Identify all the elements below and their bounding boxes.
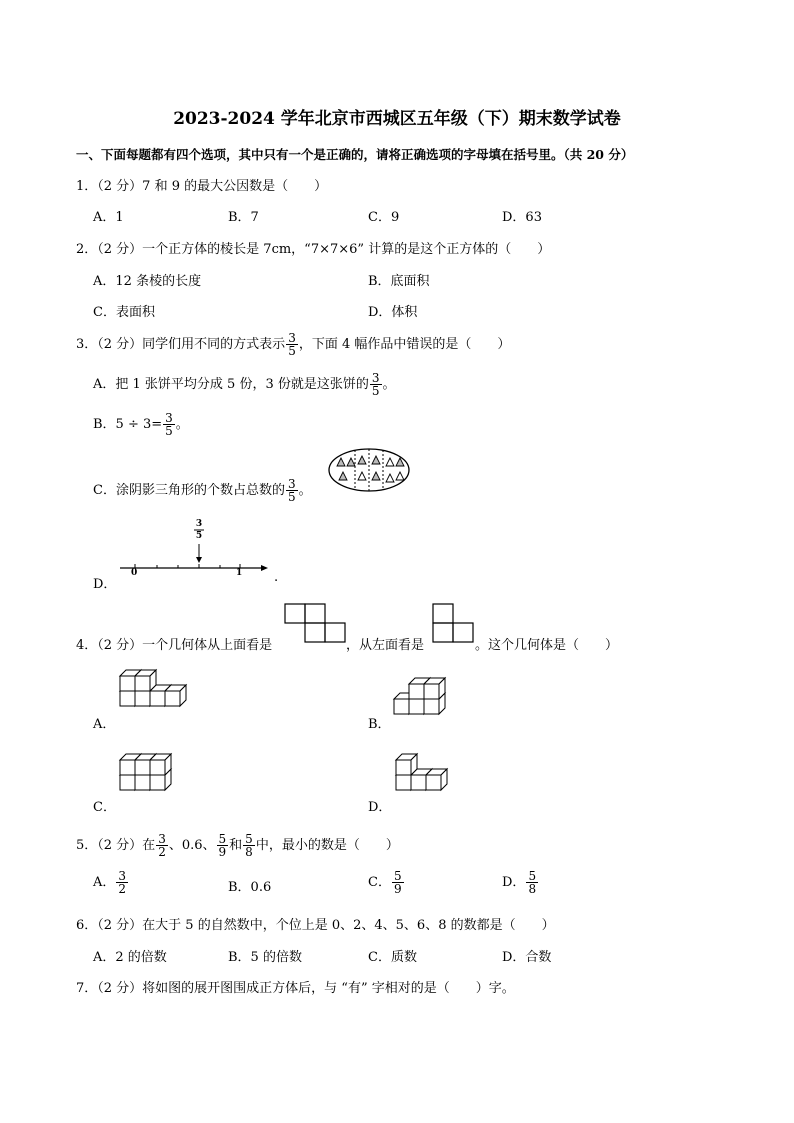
number-line-one: 1 [236,568,243,578]
q5-stem-post: 中，最小的数是（ ） [255,838,399,853]
q6-option-d[interactable]: D．合数 [502,950,552,965]
cube-face [150,775,165,790]
q1-option-d[interactable]: D．63 [502,210,542,225]
cube-face [409,684,424,699]
fraction [286,332,298,357]
denominator: 5 [288,344,296,358]
question-7-stem: 7．（2 分）将如图的展开图围成正方体后，与 “有” 字相对的是（ ）字。 [76,981,515,996]
question-5-stem [76,833,399,858]
cube-face [120,760,135,775]
cube-face [150,760,165,775]
q4-stem-pre: 4．（2 分）一个几何体从上面看是 [76,638,273,653]
q3-c-text: C．涂阴影三角形的个数占总数的 [93,483,285,498]
q1-option-a[interactable]: A．1 [93,210,124,225]
option-letter: D． [502,875,526,890]
q3-stem-post: ，下面 4 幅作品中错误的是（ ） [298,337,511,352]
numerator: 3 [287,477,296,491]
question-1-stem: 1．（2 分）7 和 9 的最大公因数是（ ） [76,179,328,194]
numerator: 5 [218,832,227,846]
q3-option-d[interactable]: D． [93,577,117,592]
q6-option-b[interactable]: B．5 的倍数 [228,950,302,965]
q6-option-a[interactable]: A．2 的倍数 [93,950,167,965]
q5-stem-a: 、0.6、 [168,838,216,853]
denominator: 9 [218,845,227,859]
fraction [243,833,255,858]
numerator: 3 [371,371,380,385]
denominator: 8 [528,882,537,896]
cube-figure-a [118,668,202,724]
denominator: 5 [165,424,173,438]
cube-face [409,699,424,714]
numerator: 3 [165,411,173,425]
denominator: 2 [158,845,166,859]
cube-face [135,775,150,790]
question-6-stem: 6．（2 分）在大于 5 的自然数中，个位上是 0、2、4、5、6、8 的数都是（ ） [76,918,555,933]
q2-option-d[interactable]: D．体积 [368,305,418,320]
q4-option-a[interactable]: A． [93,717,116,732]
q3-b-text: B．5 ÷ 3= [93,417,163,432]
denominator: 8 [245,845,253,859]
cube-face [120,775,135,790]
numerator: 5 [393,869,402,883]
cube-face [396,775,411,790]
cube-face [150,691,165,706]
numerator: 5 [245,832,253,846]
q5-option-b[interactable]: B．0.6 [228,880,272,895]
q2-option-a[interactable]: A．12 条棱的长度 [93,274,202,289]
cube-face [396,760,411,775]
cube-figure-d [394,752,458,808]
cube-face [135,676,150,691]
q4-stem-post: 。这个几何体是（ ） [475,638,619,653]
q4-option-b[interactable]: B． [368,717,391,732]
fraction [370,372,382,397]
q3-b-end: 。 [175,417,189,432]
top-view-figure [284,603,346,645]
number-line-denominator: 5 [195,531,203,541]
q5-option-d[interactable] [502,870,539,895]
q3-option-c[interactable] [93,478,312,503]
q1-option-b[interactable]: B．7 [228,210,259,225]
cube-face [394,699,409,714]
question-2-stem: 2．（2 分）一个正方体的棱长是 7cm，“7×7×6” 计算的是这个正方体的（ ） [76,242,551,257]
cube-face [135,691,150,706]
denominator: 9 [393,882,402,896]
number-line-numerator: 3 [195,519,203,529]
q3-a-text: A．把 1 张饼平均分成 5 份，3 份就是这张饼的 [93,377,369,392]
q5-option-a[interactable] [93,870,129,895]
q2-option-b[interactable]: B．底面积 [368,274,430,289]
q4-option-c[interactable]: C． [93,800,116,815]
denominator: 2 [118,882,127,896]
q4-stem-mid: ，从左面看是 [346,638,425,653]
fraction [163,412,175,437]
fraction [286,478,298,503]
cube-figure-b [392,676,456,724]
cube-face [120,691,135,706]
section-heading: 一、下面每题都有四个选项，其中只有一个是正确的，请将正确选项的字母填在括号里。（共 20 分） [76,147,634,162]
cube-face [165,691,180,706]
option-letter: C． [368,875,391,890]
q3-d-end: . [274,570,279,585]
cube-face [135,760,150,775]
denominator: 5 [371,384,380,398]
numerator: 5 [528,869,537,883]
q2-option-c[interactable]: C．表面积 [93,305,155,320]
q4-option-d[interactable]: D． [368,800,392,815]
question-3-stem [76,332,510,357]
numerator: 3 [158,832,166,846]
number-line-zero: 0 [131,568,138,578]
q3-option-a[interactable] [93,372,396,397]
numerator: 3 [118,869,127,883]
q5-option-c[interactable] [368,870,405,895]
option-letter: A． [93,875,116,890]
cube-figure-c [118,752,196,808]
q3-stem-pre: 3．（2 分）同学们用不同的方式表示 [76,337,286,352]
cube-face [411,775,426,790]
q6-option-c[interactable]: C．质数 [368,950,417,965]
cube-face [424,684,439,699]
q5-stem-b: 和 [229,838,243,853]
fraction [526,870,538,895]
q1-option-c[interactable]: C．9 [368,210,400,225]
page-title: 2023-2024 学年北京市西城区五年级（下）期末数学试卷 [173,109,621,129]
numerator: 3 [288,331,296,345]
denominator: 5 [287,490,296,504]
fraction [156,833,168,858]
q3-option-b[interactable] [93,412,189,437]
cube-face [424,699,439,714]
cube-face [120,676,135,691]
q3-c-end: 。 [298,483,312,498]
q5-stem-pre: 5．（2 分）在 [76,838,156,853]
cube-face [426,775,441,790]
fraction [217,833,229,858]
fraction [116,870,128,895]
q3-a-end: 。 [382,377,396,392]
left-view-figure [432,603,474,645]
fraction [392,870,404,895]
triangle-ellipse-figure [328,448,412,494]
